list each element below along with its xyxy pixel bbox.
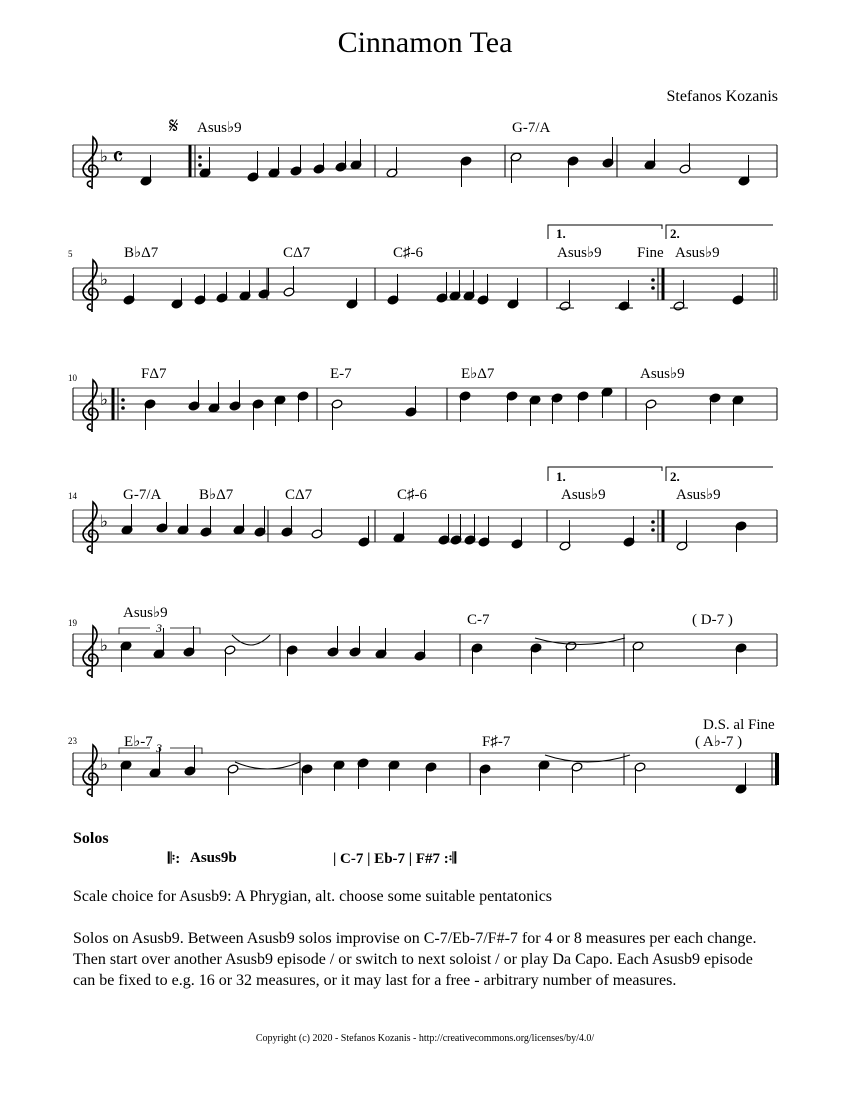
chord-symbol: B♭Δ7 — [199, 487, 234, 503]
chord-symbol: B♭Δ7 — [124, 245, 159, 261]
measure-number-5: 5 — [68, 249, 73, 259]
repeat-dot — [651, 286, 655, 290]
chord-symbol: ( D-7 ) — [692, 612, 733, 628]
chord-symbol: E-7 — [330, 366, 352, 382]
tie — [235, 762, 300, 769]
chord-symbol: E♭Δ7 — [461, 366, 495, 382]
volta-number: 2. — [670, 226, 680, 241]
scale-choice-text: Scale choice for Asusb9: A Phrygian, alt. choose some suitable pentatonics — [73, 888, 553, 905]
key-signature-flat-icon: ♭ — [100, 147, 109, 166]
repeat-dot — [121, 406, 125, 410]
chord-symbol: Asus♭9 — [123, 605, 168, 621]
tie — [535, 638, 625, 645]
repeat-dot — [121, 398, 125, 402]
repeat-dot — [651, 520, 655, 524]
chord-symbol: CΔ7 — [285, 487, 313, 503]
chord-symbol: Asus♭9 — [557, 245, 602, 261]
copyright-notice: Copyright (c) 2020 - Stefanos Kozanis - http://creativecommons.org/licenses/by/4.0/ — [255, 1033, 595, 1044]
chord-symbol: C♯-6 — [393, 245, 423, 261]
volta-bracket — [666, 467, 773, 481]
chord-symbol: F♯-7 — [482, 734, 511, 750]
measure-number-19: 19 — [68, 618, 77, 628]
chord-symbol: CΔ7 — [283, 245, 311, 261]
notes — [120, 137, 750, 795]
key-signature-flat-icon: ♭ — [100, 390, 109, 409]
key-signature-flat-icon: ♭ — [100, 512, 109, 531]
volta-number: 2. — [670, 469, 680, 484]
chord-symbol: Asus♭9 — [676, 487, 721, 503]
chord-symbol: Asus♭9 — [640, 366, 685, 382]
chord-symbol: Asus♭9 — [561, 487, 606, 503]
volta-bracket — [666, 225, 773, 239]
chord-symbol: FΔ7 — [141, 366, 167, 382]
piece-title: Cinnamon Tea — [337, 26, 513, 59]
chord-symbol: G-7/A — [123, 487, 162, 503]
triplet-bracket — [119, 628, 150, 634]
key-signature-flat-icon: ♭ — [100, 755, 109, 774]
segno-sign: 𝄋 — [169, 113, 179, 138]
chord-symbol: C-7 — [467, 612, 490, 628]
key-signature-flat-icon: ♭ — [100, 636, 109, 655]
volta-number: 1. — [556, 469, 566, 484]
triplet-number: 3 — [156, 741, 162, 755]
time-signature: 𝄴 — [112, 143, 124, 172]
repeat-dot — [198, 155, 202, 159]
volta-brackets — [548, 225, 773, 481]
repeat-dot — [651, 528, 655, 532]
solos-repeat-sign: 𝄆: — [168, 851, 181, 867]
chord-symbol: Asus♭9 — [675, 245, 720, 261]
composer-name: Stefanos Kozanis — [666, 88, 778, 105]
tie — [232, 635, 270, 645]
solos-chord-a: Asus9b — [190, 850, 237, 866]
solo-instructions-text: Solos on Asusb9. Between Asusb9 solos improvise on C-7/Eb-7/F#-7 for 4 or 8 measures per each change. Then start over another Asusb9 episode / or switch to next soloist / or play Da Capo. Each Asusb9 episode can be fixed to e.g. 16 or 32 measures, or it may last for a free - arbitrary number of measures. — [73, 930, 757, 989]
fine-marking: Fine — [637, 245, 664, 261]
chord-symbol: G-7/A — [512, 120, 551, 136]
ds-al-fine-marking: D.S. al Fine — [703, 717, 775, 733]
chord-symbol: C♯-6 — [397, 487, 427, 503]
repeat-dot — [651, 278, 655, 282]
key-signature-flat-icon: ♭ — [100, 270, 109, 289]
chord-symbol: E♭-7 — [124, 734, 153, 750]
ties — [232, 635, 630, 769]
chord-symbol: ( A♭-7 ) — [695, 734, 743, 750]
measure-number-14: 14 — [68, 491, 77, 501]
barlines — [73, 145, 777, 785]
solos-heading: Solos — [73, 830, 109, 847]
triplet-number: 3 — [156, 621, 162, 635]
measure-number-10: 10 — [68, 373, 77, 383]
repeat-dot — [198, 163, 202, 167]
solos-repeat-start — [168, 850, 180, 868]
volta-number: 1. — [556, 226, 566, 241]
triplet-bracket — [170, 628, 200, 634]
solos-chord-b: | C-7 | Eb-7 | F#7 :𝄇 — [333, 851, 457, 867]
measure-number-23: 23 — [68, 736, 77, 746]
chord-symbol: Asus♭9 — [197, 120, 242, 136]
